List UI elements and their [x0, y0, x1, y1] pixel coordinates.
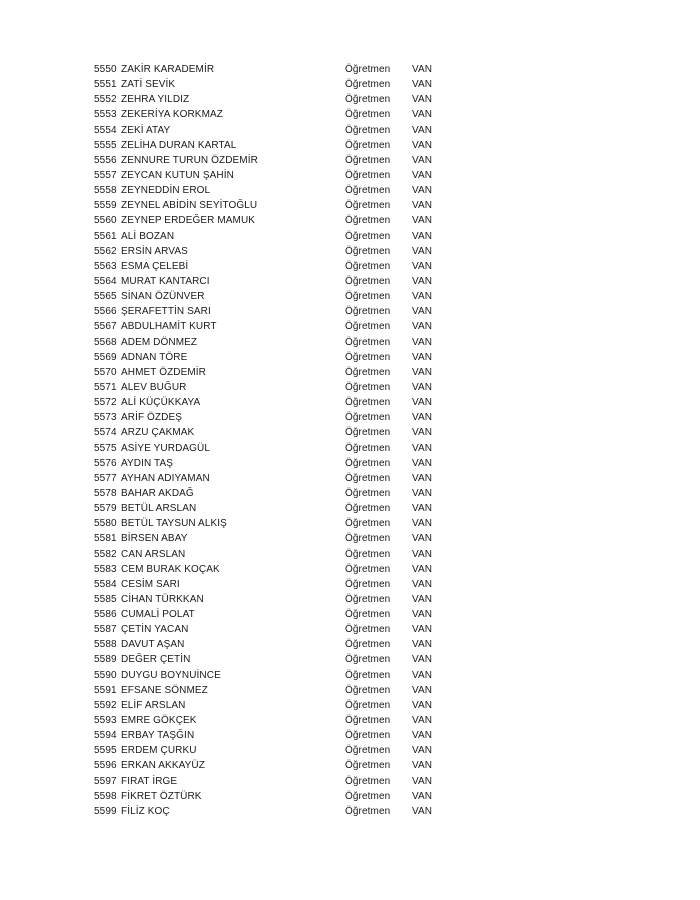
list-item — [94, 410, 454, 425]
row-number: 5572 — [94, 397, 117, 409]
person-role: Öğretmen — [345, 593, 391, 605]
list-item — [94, 380, 454, 395]
row-number: 5565 — [94, 291, 117, 303]
person-role: Öğretmen — [345, 381, 391, 393]
person-role: Öğretmen — [345, 245, 391, 257]
person-city: VAN — [412, 730, 433, 742]
row-number: 5585 — [94, 593, 117, 605]
person-role: Öğretmen — [345, 366, 391, 378]
person-name: ERSİN ARVAS — [121, 245, 188, 257]
person-role: Öğretmen — [345, 397, 391, 409]
list-item — [94, 743, 454, 758]
person-city: VAN — [412, 215, 433, 227]
list-item — [94, 562, 454, 577]
row-number: 5551 — [94, 79, 117, 91]
person-city: VAN — [412, 412, 433, 424]
person-city: VAN — [412, 457, 433, 469]
person-role: Öğretmen — [345, 518, 391, 530]
person-city: VAN — [412, 230, 433, 242]
row-number: 5596 — [94, 760, 117, 772]
person-name: BİRSEN ABAY — [121, 533, 188, 545]
person-name: BAHAR AKDAĞ — [121, 487, 194, 499]
person-city: VAN — [412, 578, 433, 590]
row-number: 5599 — [94, 805, 117, 817]
person-city: VAN — [412, 548, 433, 560]
person-role: Öğretmen — [345, 306, 391, 318]
person-city: VAN — [412, 275, 433, 287]
list-item — [94, 365, 454, 380]
person-name: ABDULHAMİT KURT — [121, 321, 217, 333]
row-number: 5598 — [94, 790, 117, 802]
person-role: Öğretmen — [345, 351, 391, 363]
list-item — [94, 335, 454, 350]
person-name: ADNAN TÖRE — [121, 351, 188, 363]
person-city: VAN — [412, 245, 433, 257]
person-name: ZEYNEP ERDEĞER MAMUK — [121, 215, 256, 227]
list-item — [94, 229, 454, 244]
person-role: Öğretmen — [345, 94, 391, 106]
row-number: 5589 — [94, 654, 117, 666]
list-item — [94, 289, 454, 304]
person-city: VAN — [412, 563, 433, 575]
person-role: Öğretmen — [345, 563, 391, 575]
list-item — [94, 107, 454, 122]
person-name: DUYGU BOYNUİNCE — [121, 669, 221, 681]
list-item — [94, 547, 454, 562]
row-number: 5576 — [94, 457, 117, 469]
person-name: SİNAN ÖZÜNVER — [121, 291, 205, 303]
list-item — [94, 244, 454, 259]
person-role: Öğretmen — [345, 760, 391, 772]
person-role: Öğretmen — [345, 790, 391, 802]
person-city: VAN — [412, 472, 433, 484]
person-role: Öğretmen — [345, 154, 391, 166]
row-number: 5592 — [94, 699, 117, 711]
list-item — [94, 683, 454, 698]
row-number: 5587 — [94, 624, 117, 636]
row-number: 5561 — [94, 230, 117, 242]
list-item — [94, 758, 454, 773]
person-city: VAN — [412, 654, 433, 666]
row-number: 5555 — [94, 139, 117, 151]
list-item — [94, 577, 454, 592]
row-number: 5597 — [94, 775, 117, 787]
person-city: VAN — [412, 366, 433, 378]
list-item — [94, 259, 454, 274]
row-number: 5591 — [94, 684, 117, 696]
person-role: Öğretmen — [345, 427, 391, 439]
person-name: FİKRET ÖZTÜRK — [121, 790, 202, 802]
person-role: Öğretmen — [345, 215, 391, 227]
list-item — [94, 168, 454, 183]
person-name: ALEV BUĞUR — [121, 381, 187, 393]
list-item — [94, 138, 454, 153]
person-name: EFSANE SÖNMEZ — [121, 684, 208, 696]
list-item — [94, 213, 454, 228]
person-name: ADEM DÖNMEZ — [121, 336, 198, 348]
row-number: 5569 — [94, 351, 117, 363]
row-number: 5586 — [94, 609, 117, 621]
person-city: VAN — [412, 169, 433, 181]
row-number: 5573 — [94, 412, 117, 424]
person-name: ZEYNEL ABİDİN SEYİTOĞLU — [121, 200, 258, 212]
list-item — [94, 531, 454, 546]
list-item — [94, 668, 454, 683]
row-number: 5553 — [94, 109, 117, 121]
person-name: ŞERAFETTİN SARI — [121, 306, 211, 318]
person-role: Öğretmen — [345, 503, 391, 515]
person-role: Öğretmen — [345, 169, 391, 181]
person-name: BETÜL ARSLAN — [121, 503, 197, 515]
person-city: VAN — [412, 306, 433, 318]
person-city: VAN — [412, 139, 433, 151]
person-role: Öğretmen — [345, 805, 391, 817]
person-role: Öğretmen — [345, 457, 391, 469]
person-role: Öğretmen — [345, 200, 391, 212]
row-number: 5571 — [94, 381, 117, 393]
person-role: Öğretmen — [345, 109, 391, 121]
person-role: Öğretmen — [345, 775, 391, 787]
list-item — [94, 198, 454, 213]
person-city: VAN — [412, 185, 433, 197]
person-city: VAN — [412, 124, 433, 136]
row-number: 5570 — [94, 366, 117, 378]
list-item — [94, 62, 454, 77]
person-city: VAN — [412, 745, 433, 757]
list-item — [94, 789, 454, 804]
person-name: CUMALİ POLAT — [121, 609, 195, 621]
person-role: Öğretmen — [345, 699, 391, 711]
person-city: VAN — [412, 487, 433, 499]
person-role: Öğretmen — [345, 260, 391, 272]
list-item — [94, 456, 454, 471]
row-number: 5554 — [94, 124, 117, 136]
list-item — [94, 92, 454, 107]
person-name: ELİF ARSLAN — [121, 699, 186, 711]
list-item — [94, 274, 454, 289]
person-name: ALİ KÜÇÜKKAYA — [121, 397, 201, 409]
person-role: Öğretmen — [345, 275, 391, 287]
row-number: 5579 — [94, 503, 117, 515]
list-item — [94, 441, 454, 456]
row-number: 5563 — [94, 260, 117, 272]
person-role: Öğretmen — [345, 669, 391, 681]
person-name: AHMET ÖZDEMİR — [121, 366, 207, 378]
person-role: Öğretmen — [345, 336, 391, 348]
person-name: ASİYE YURDAGÜL — [121, 442, 211, 454]
person-name: EMRE GÖKÇEK — [121, 715, 197, 727]
person-city: VAN — [412, 94, 433, 106]
person-name: ZAKİR KARADEMİR — [121, 64, 215, 75]
person-city: VAN — [412, 200, 433, 212]
row-number: 5560 — [94, 215, 117, 227]
person-name: CİHAN TÜRKKAN — [121, 593, 204, 605]
person-name: ZEKERİYA KORKMAZ — [121, 109, 223, 121]
person-role: Öğretmen — [345, 472, 391, 484]
person-name: ERDEM ÇURKU — [121, 745, 197, 757]
list-item — [94, 183, 454, 198]
list-item — [94, 319, 454, 334]
person-name: ZEHRA YILDIZ — [121, 94, 190, 106]
person-role: Öğretmen — [345, 609, 391, 621]
list-item — [94, 501, 454, 516]
row-number: 5595 — [94, 745, 117, 757]
row-number: 5581 — [94, 533, 117, 545]
person-role: Öğretmen — [345, 442, 391, 454]
person-city: VAN — [412, 64, 433, 75]
row-number: 5567 — [94, 321, 117, 333]
person-role: Öğretmen — [345, 185, 391, 197]
person-name: ZEYNEDDİN EROL — [121, 185, 211, 197]
person-name: DAVUT AŞAN — [121, 639, 185, 651]
teacher-list — [94, 62, 454, 819]
person-name: ARİF ÖZDEŞ — [121, 412, 183, 424]
list-item — [94, 637, 454, 652]
list-item — [94, 77, 454, 92]
person-city: VAN — [412, 109, 433, 121]
person-name: ALİ BOZAN — [121, 230, 175, 242]
person-role: Öğretmen — [345, 745, 391, 757]
person-city: VAN — [412, 518, 433, 530]
person-city: VAN — [412, 624, 433, 636]
person-city: VAN — [412, 533, 433, 545]
person-city: VAN — [412, 790, 433, 802]
row-number: 5577 — [94, 472, 117, 484]
person-city: VAN — [412, 291, 433, 303]
person-name: CEM BURAK KOÇAK — [121, 563, 220, 575]
person-city: VAN — [412, 775, 433, 787]
person-role: Öğretmen — [345, 533, 391, 545]
row-number: 5580 — [94, 518, 117, 530]
row-number: 5584 — [94, 578, 117, 590]
person-role: Öğretmen — [345, 730, 391, 742]
row-number: 5582 — [94, 548, 117, 560]
person-city: VAN — [412, 381, 433, 393]
person-role: Öğretmen — [345, 291, 391, 303]
row-number: 5583 — [94, 563, 117, 575]
person-city: VAN — [412, 260, 433, 272]
person-name: ZEYCAN KUTUN ŞAHİN — [121, 169, 234, 181]
person-role: Öğretmen — [345, 412, 391, 424]
person-name: ZELİHA DURAN KARTAL — [121, 139, 237, 151]
person-name: AYDIN TAŞ — [121, 457, 174, 469]
person-name: FİLİZ KOÇ — [121, 805, 170, 817]
list-item — [94, 395, 454, 410]
list-item — [94, 774, 454, 789]
person-city: VAN — [412, 715, 433, 727]
row-number: 5588 — [94, 639, 117, 651]
person-city: VAN — [412, 336, 433, 348]
person-name: ERBAY TAŞĞIN — [121, 730, 195, 742]
person-city: VAN — [412, 609, 433, 621]
row-number: 5575 — [94, 442, 117, 454]
row-number: 5562 — [94, 245, 117, 257]
list-item — [94, 350, 454, 365]
list-item — [94, 713, 454, 728]
person-role: Öğretmen — [345, 548, 391, 560]
person-name: CESİM SARI — [121, 578, 180, 590]
list-item — [94, 425, 454, 440]
person-name: ERKAN AKKAYÜZ — [121, 760, 205, 772]
list-item — [94, 471, 454, 486]
list-item — [94, 123, 454, 138]
person-role: Öğretmen — [345, 715, 391, 727]
list-item — [94, 516, 454, 531]
row-number: 5566 — [94, 306, 117, 318]
list-item — [94, 486, 454, 501]
person-city: VAN — [412, 351, 433, 363]
list-item — [94, 804, 454, 819]
list-item — [94, 652, 454, 667]
person-name: ZATİ SEVİK — [121, 79, 176, 91]
person-name: CAN ARSLAN — [121, 548, 186, 560]
list-item — [94, 728, 454, 743]
person-city: VAN — [412, 154, 433, 166]
person-role: Öğretmen — [345, 79, 391, 91]
person-role: Öğretmen — [345, 124, 391, 136]
list-item — [94, 153, 454, 168]
person-role: Öğretmen — [345, 654, 391, 666]
row-number: 5593 — [94, 715, 117, 727]
person-city: VAN — [412, 427, 433, 439]
list-item — [94, 622, 454, 637]
person-name: ESMA ÇELEBİ — [121, 260, 189, 272]
person-city: VAN — [412, 684, 433, 696]
list-item — [94, 698, 454, 713]
person-city: VAN — [412, 397, 433, 409]
person-city: VAN — [412, 79, 433, 91]
row-number: 5568 — [94, 336, 117, 348]
person-city: VAN — [412, 503, 433, 515]
person-name: ÇETİN YACAN — [121, 624, 189, 636]
person-name: ZEKİ ATAY — [121, 124, 171, 136]
person-role: Öğretmen — [345, 64, 391, 75]
person-city: VAN — [412, 699, 433, 711]
person-name: MURAT KANTARCI — [121, 275, 210, 287]
row-number: 5574 — [94, 427, 117, 439]
person-name: FIRAT İRGE — [121, 775, 178, 787]
person-role: Öğretmen — [345, 487, 391, 499]
list-item — [94, 607, 454, 622]
row-number: 5557 — [94, 169, 117, 181]
person-role: Öğretmen — [345, 684, 391, 696]
row-number: 5550 — [94, 64, 117, 75]
person-city: VAN — [412, 639, 433, 651]
row-number: 5594 — [94, 730, 117, 742]
person-role: Öğretmen — [345, 139, 391, 151]
row-number: 5590 — [94, 669, 117, 681]
person-name: ARZU ÇAKMAK — [121, 427, 195, 439]
row-number: 5552 — [94, 94, 117, 106]
list-item — [94, 304, 454, 319]
person-role: Öğretmen — [345, 639, 391, 651]
person-city: VAN — [412, 442, 433, 454]
list-item — [94, 592, 454, 607]
person-name: BETÜL TAYSUN ALKIŞ — [121, 518, 227, 530]
person-city: VAN — [412, 593, 433, 605]
row-number: 5558 — [94, 185, 117, 197]
person-name: DEĞER ÇETİN — [121, 654, 191, 666]
person-name: AYHAN ADIYAMAN — [121, 472, 210, 484]
row-number: 5578 — [94, 487, 117, 499]
person-role: Öğretmen — [345, 230, 391, 242]
person-city: VAN — [412, 321, 433, 333]
person-role: Öğretmen — [345, 578, 391, 590]
person-role: Öğretmen — [345, 624, 391, 636]
person-name: ZENNURE TURUN ÖZDEMİR — [121, 154, 258, 166]
row-number: 5559 — [94, 200, 117, 212]
row-number: 5564 — [94, 275, 117, 287]
person-city: VAN — [412, 805, 433, 817]
person-role: Öğretmen — [345, 321, 391, 333]
person-city: VAN — [412, 760, 433, 772]
row-number: 5556 — [94, 154, 117, 166]
person-city: VAN — [412, 669, 433, 681]
